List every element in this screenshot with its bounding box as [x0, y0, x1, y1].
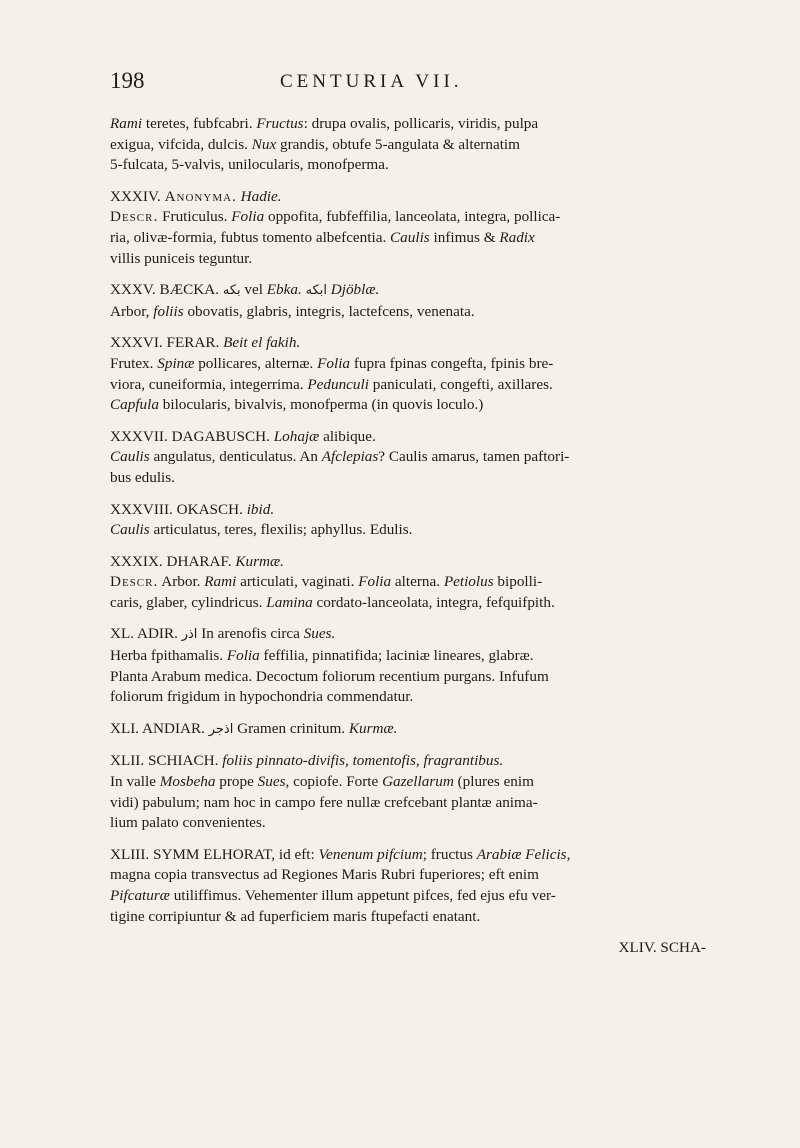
text-run: feffilia, pinnatifida; laciniæ lineares, glabræ.: [259, 647, 534, 665]
text-run: Afclepias: [321, 448, 379, 466]
text-run: Folia: [231, 208, 265, 226]
text-run: bus edulis.: [110, 468, 175, 486]
entry-heading-line: [110, 624, 710, 646]
entry-heading-line: [110, 719, 710, 741]
text-run: caris, glaber, cylindricus.: [110, 593, 267, 611]
text-run: Lamina: [266, 593, 313, 611]
entry-heading-line: [110, 280, 710, 302]
text-run: Rami: [110, 115, 143, 132]
text-run: infimus &: [429, 228, 500, 246]
running-title: CENTURIA VII.: [280, 71, 463, 92]
entry-text-line: [110, 155, 710, 176]
text-run: Radix: [499, 228, 535, 246]
text-run: Djöblæ.: [330, 281, 380, 299]
entry-heading-line: [110, 751, 710, 772]
text-run: Caulis: [110, 448, 150, 466]
entry-text-line: [110, 249, 710, 270]
text-run: Kurmæ.: [235, 552, 284, 570]
entry: [110, 427, 710, 489]
entry-heading-line: [110, 187, 710, 208]
text-run: Fruticulus.: [158, 208, 232, 226]
text-run: obovatis, glabris, integris, lactefcens, venenata.: [183, 302, 475, 320]
entry-text-line: [110, 772, 710, 793]
text-run: articulati, vaginati.: [236, 573, 359, 591]
text-run: Descr.: [110, 208, 159, 226]
entry-text-line: [110, 646, 710, 667]
text-run: In valle: [110, 773, 160, 791]
text-run: Mosbeha: [159, 773, 216, 791]
text-run: villis puniceis teguntur.: [110, 249, 253, 267]
entry: [110, 552, 710, 614]
text-run: XXXV. BÆCKA.: [110, 281, 223, 299]
text-run: oppofita, fubfeffilia, lanceolata, integra, pollica-: [264, 208, 561, 226]
arabic-text: اذجر: [208, 721, 234, 737]
arabic-text: ابكه: [305, 283, 327, 299]
text-run: Lohajæ: [273, 427, 320, 445]
entry: [110, 114, 710, 176]
entry-heading-line: [110, 114, 710, 135]
text-run: vidi) pabulum; nam hoc in campo fere nullæ crefcebant plantæ anima-: [110, 793, 538, 811]
text-run: viora, cuneiformia, integerrima.: [110, 375, 308, 393]
text-run: XXXVII. DAGABUSCH.: [110, 427, 274, 445]
text-run: Petiolus: [443, 573, 494, 591]
catchword: XLIV. SCHA-: [618, 939, 706, 957]
text-run: Herba fpithamalis.: [110, 647, 227, 665]
text-run: Folia: [358, 573, 392, 591]
text-run: ibid.: [246, 500, 275, 518]
text-run: Gramen crinitum.: [233, 719, 349, 737]
text-run: Beit el fakih.: [223, 334, 301, 352]
text-run: XLIII. SYMM ELHORAT, id eft:: [110, 845, 319, 863]
text-run: prope: [215, 773, 258, 791]
entry-text-line: [110, 207, 710, 228]
entry-text-line: [110, 447, 710, 468]
text-run: lium palato convenientes.: [110, 814, 266, 832]
entry-text-line: [110, 667, 710, 688]
entry-heading-line: [110, 500, 710, 521]
text-run: ; fructus: [422, 845, 477, 863]
text-run: Caulis: [110, 521, 150, 539]
arabic-text: اذر: [181, 627, 198, 643]
entry-text-line: [110, 135, 710, 156]
text-run: foliis: [153, 302, 184, 320]
entry-text-line: [110, 375, 710, 396]
text-run: paniculati, congefti, axillares.: [368, 375, 553, 393]
entry-text-line: [110, 354, 710, 375]
entry-heading-line: [110, 333, 710, 354]
entry: [110, 845, 710, 927]
entry: [110, 624, 710, 707]
text-run: Nux: [251, 135, 277, 153]
text-run: pollicares, alternæ.: [194, 354, 318, 372]
text-run: Sues.: [303, 625, 336, 643]
entry-text-line: [110, 468, 710, 489]
entry: [110, 333, 710, 415]
text-run: (plures enim: [453, 773, 534, 791]
text-run: Arbor.: [158, 573, 205, 591]
text-run: Ebka.: [266, 281, 302, 299]
text-run: fupra fpinas congefta, fpinis bre-: [350, 354, 554, 372]
text-run: alibique.: [319, 427, 376, 445]
text-run: Pifcaturæ: [110, 887, 170, 904]
text-run: ,: [566, 845, 571, 863]
text-run: Arabiæ Felicis: [476, 845, 567, 863]
text-run: Fructus: [256, 115, 304, 132]
text-run: foliorum frigidum in hypochondria commendatur.: [110, 688, 414, 706]
text-run: : drupa ovalis, pollicaris, viridis, pulpa: [303, 115, 539, 132]
text-run: XXXIV.: [110, 187, 165, 205]
entry-text-line: [110, 228, 710, 249]
entry: [110, 187, 710, 269]
text-run: exigua, vifcida, dulcis.: [110, 135, 252, 153]
entry-heading-line: [110, 427, 710, 448]
text-run: Gazellarum: [382, 773, 454, 791]
text-run: Spinæ: [157, 354, 195, 372]
arabic-text: بكه: [222, 283, 241, 299]
entry: [110, 280, 710, 322]
text-run: XXXVI. FERAR.: [110, 334, 224, 352]
text-run: angulatus, denticulatus. An: [149, 448, 322, 466]
text-run: foliis pinnato-divifis, tomentofis, fragrantibus.: [222, 752, 504, 770]
text-run: XLI. ANDIAR.: [110, 719, 209, 737]
text-run: alterna.: [391, 573, 444, 591]
text-run: utiliffimus. Vehementer illum appetunt pifces, fed ejus efu ver-: [169, 887, 556, 904]
text-run: Anonyma.: [164, 187, 237, 205]
text-run: vel: [240, 281, 267, 299]
entry-text-line: [110, 907, 710, 928]
text-run: , copiofe. Forte: [285, 773, 383, 791]
text-run: Venenum pifcium: [318, 845, 423, 863]
text-run: XXXVIII. OKASCH.: [110, 500, 247, 518]
entry-heading-line: [110, 552, 710, 573]
text-run: Caulis: [390, 228, 430, 246]
page-number: 198: [110, 68, 145, 93]
text-run: XXXIX. DHARAF.: [110, 552, 236, 570]
entry-text-line: [110, 302, 710, 323]
entry-text-line: [110, 572, 710, 593]
text-run: magna copia transvectus ad Regiones Maris Rubri fuperiores; eft enim: [110, 866, 539, 884]
text-run: Folia: [317, 354, 351, 372]
text-run: Folia: [226, 647, 260, 665]
text-run: Pedunculi: [307, 375, 369, 393]
page-body: [110, 114, 710, 959]
text-run: Capfula: [110, 396, 159, 414]
entry-text-line: [110, 687, 710, 708]
text-run: ? Caulis amarus, tamen paftori-: [378, 448, 570, 466]
text-run: teretes, fubfcabri.: [142, 115, 257, 132]
entry: [110, 751, 710, 833]
entry: [110, 500, 710, 541]
text-run: Arbor,: [110, 302, 154, 320]
text-run: Planta Arabum medica. Decoctum foliorum recentium purgans. Infufum: [110, 667, 549, 685]
page-header: [110, 68, 700, 98]
text-run: tigine corripiuntur & ad fuperficiem maris ftupefacti enatant.: [110, 907, 481, 925]
text-run: 5-fulcata, 5-valvis, unilocularis, monofperma.: [110, 156, 389, 174]
entry-text-line: [110, 865, 710, 886]
text-run: bipolli-: [493, 573, 543, 591]
text-run: In arenofis circa: [197, 625, 304, 643]
text-run: Kurmæ.: [348, 719, 398, 737]
text-run: Descr.: [110, 573, 159, 591]
text-run: XL. ADIR.: [110, 625, 182, 643]
entry-text-line: [110, 395, 710, 416]
entry-heading-line: [110, 845, 710, 866]
entry-text-line: [110, 886, 710, 907]
entry-text-line: [110, 813, 710, 834]
text-run: Rami: [204, 573, 237, 591]
entry-text-line: [110, 593, 710, 614]
entry-text-line: [110, 793, 710, 814]
text-run: bilocularis, bivalvis, monofperma (in quovis loculo.): [158, 396, 484, 414]
text-run: ria, olivæ-formia, fubtus tomento albefcentia.: [110, 228, 391, 246]
text-run: Frutex.: [110, 354, 158, 372]
text-run: articulatus, teres, flexilis; aphyllus. Edulis.: [149, 521, 413, 539]
text-run: grandis, obtufe 5-angulata & alternatim: [276, 135, 520, 153]
entry-text-line: [110, 520, 710, 541]
text-run: Sues: [257, 773, 286, 791]
entry: [110, 719, 710, 741]
text-run: XLII. SCHIACH.: [110, 752, 223, 770]
text-run: cordato-lanceolata, integra, fefquifpith.: [312, 593, 555, 611]
text-run: Hadie.: [240, 187, 282, 205]
